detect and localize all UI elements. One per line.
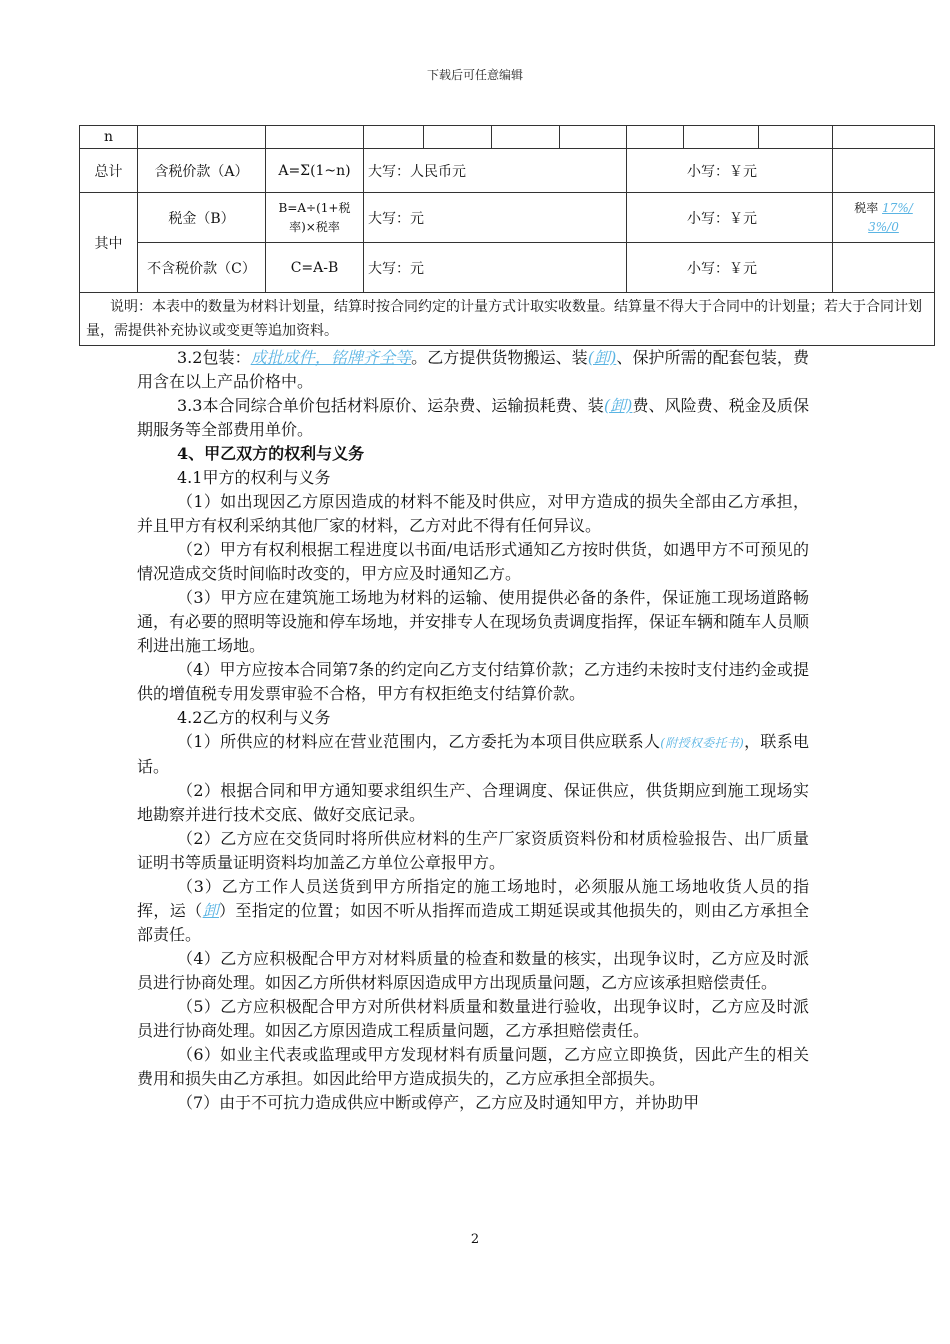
clause-4-2-5: （4）乙方应积极配合甲方对材料质量的检查和数量的核实，出现争议时，乙方应及时派员进行协商处理。如因乙方所供材料原因造成甲方出现质量问题，乙方应该承担赔偿责任。 xyxy=(137,949,809,992)
clause-4-2-4: （3）乙方工作人员送货到甲方所指定的施工场地时，必须服从施工场地收货人员的指挥，运（卸）至指定的位置；如因不听从指挥而造成工期延误或其他损失的，则由乙方承担全部责任。 xyxy=(137,877,809,944)
clause-4-1-1: （1）如出现因乙方原因造成的材料不能及时供应，对甲方造成的损失全部由乙方承担，并且甲方有权利采纳其他厂家的材料，乙方对此不得有任何异议。 xyxy=(137,492,809,535)
packaging-link: 成批成件，铭牌齐全等 xyxy=(250,348,412,367)
total-item: 含税价款（A） xyxy=(138,149,266,193)
table-row-notax xyxy=(80,243,935,293)
section-heading-4-2: 4.2乙方的权利与义务 xyxy=(177,708,331,727)
contract-body xyxy=(137,346,809,1115)
clause-4-2-3: （2）乙方应在交货同时将所供应材料的生产厂家资质资料份和材质检验报告、出厂质量证明书等质量证明资料均加盖乙方单位公章报甲方。 xyxy=(137,829,809,872)
tax-rate xyxy=(833,193,935,243)
clause-4-1-2: （2）甲方有权利根据工程进度以书面/电话形式通知乙方按时供货，如遇甲方不可预见的情况造成交货时间临时改变的，甲方应及时通知乙方。 xyxy=(137,540,809,583)
among-label: 其中 xyxy=(80,193,138,293)
table-note: 说明：本表中的数量为材料计划量，结算时按合同约定的计量方式计取实收数量。结算量不得大于合同中的计划量；若大于合同计划量，需提供补充协议或变更等追加资料。 xyxy=(80,293,935,346)
clause-4-2-8: （7）由于不可抗力造成供应中断或停产，乙方应及时通知甲方，并协助甲 xyxy=(177,1093,700,1112)
tax-upper: 大写：元 xyxy=(364,193,627,243)
unload-annotation: 卸 xyxy=(202,901,220,920)
tax-formula: B=A÷(1+税率)×税率 xyxy=(266,193,364,243)
notax-item: 不含税价款（C） xyxy=(138,243,266,293)
clause-4-1-4: （4）甲方应按本合同第7条的约定向乙方支付结算价款；乙方违约未按时支付违约金或提供的增值税专用发票审验不合格，甲方有权拒绝支付结算价款。 xyxy=(137,660,809,703)
clause-4-2-6: （5）乙方应积极配合甲方对所供材料质量和数量进行验收，出现争议时，乙方应及时派员进行协商处理。如因乙方原因造成工程质量问题，乙方承担赔偿责任。 xyxy=(137,997,809,1040)
clause-4-2-7: （6）如业主代表或监理或甲方发现材料有质量问题，乙方应立即换货，因此产生的相关费用和损失由乙方承担。如因此给甲方造成损失的，乙方应承担全部损失。 xyxy=(137,1045,809,1088)
page-number: 2 xyxy=(470,1232,480,1247)
total-formula: A=Σ(1~n) xyxy=(266,149,364,193)
price-summary-table xyxy=(79,125,935,346)
clause-4-2-2: （2）根据合同和甲方通知要求组织生产、合理调度、保证供应，供货期应到施工现场实地勘察并进行技术交底、做好交底记录。 xyxy=(137,781,809,824)
clause-4-1-3: （3）甲方应在建筑施工场地为材料的运输、使用提供必备的条件，保证施工现场道路畅通，有必要的照明等设施和停车场地，并安排专人在现场负责调度指挥，保证车辆和随车人员顺利进出施工场地。 xyxy=(137,588,810,655)
clause-3-2: 3.2包装：成批成件，铭牌齐全等。乙方提供货物搬运、装(卸)、保护所需的配套包装，费用含在以上产品价格中。 xyxy=(137,348,809,391)
total-label: 总计 xyxy=(80,149,138,193)
table-row-n xyxy=(80,126,935,149)
table-row-tax xyxy=(80,193,935,243)
section-heading-4-1: 4.1甲方的权利与义务 xyxy=(177,468,331,487)
table-row-note xyxy=(80,293,935,346)
tax-item: 税金（B） xyxy=(138,193,266,243)
unload-annotation: (卸) xyxy=(587,348,617,367)
tax-lower: 小写：￥元 xyxy=(627,193,833,243)
total-lower: 小写：￥元 xyxy=(627,149,833,193)
clause-4-2-1: （1）所供应的材料应在营业范围内，乙方委托为本项目供应联系人(附授权委托书)，联系电话。 xyxy=(137,732,809,776)
page-header: 下载后可任意编辑 xyxy=(426,68,523,82)
section-heading-4: 4、甲乙双方的权利与义务 xyxy=(177,444,365,463)
authorization-annotation: (附授权委托书) xyxy=(660,736,744,750)
table-row-total xyxy=(80,149,935,193)
notax-lower: 小写：￥元 xyxy=(627,243,833,293)
total-upper: 大写：人民币元 xyxy=(364,149,627,193)
unload-annotation: (卸) xyxy=(603,396,633,415)
tax-rate-label: 税率 xyxy=(854,200,879,215)
clause-3-3: 3.3本合同综合单价包括材料原价、运杂费、运输损耗费、装(卸)费、风险费、税金及质保期服务等全部费用单价。 xyxy=(137,396,809,439)
tax-rate-values: 17%/ 3%/0 xyxy=(868,200,913,234)
notax-formula: C=A-B xyxy=(266,243,364,293)
row-n-label: n xyxy=(80,126,138,149)
notax-upper: 大写：元 xyxy=(364,243,627,293)
